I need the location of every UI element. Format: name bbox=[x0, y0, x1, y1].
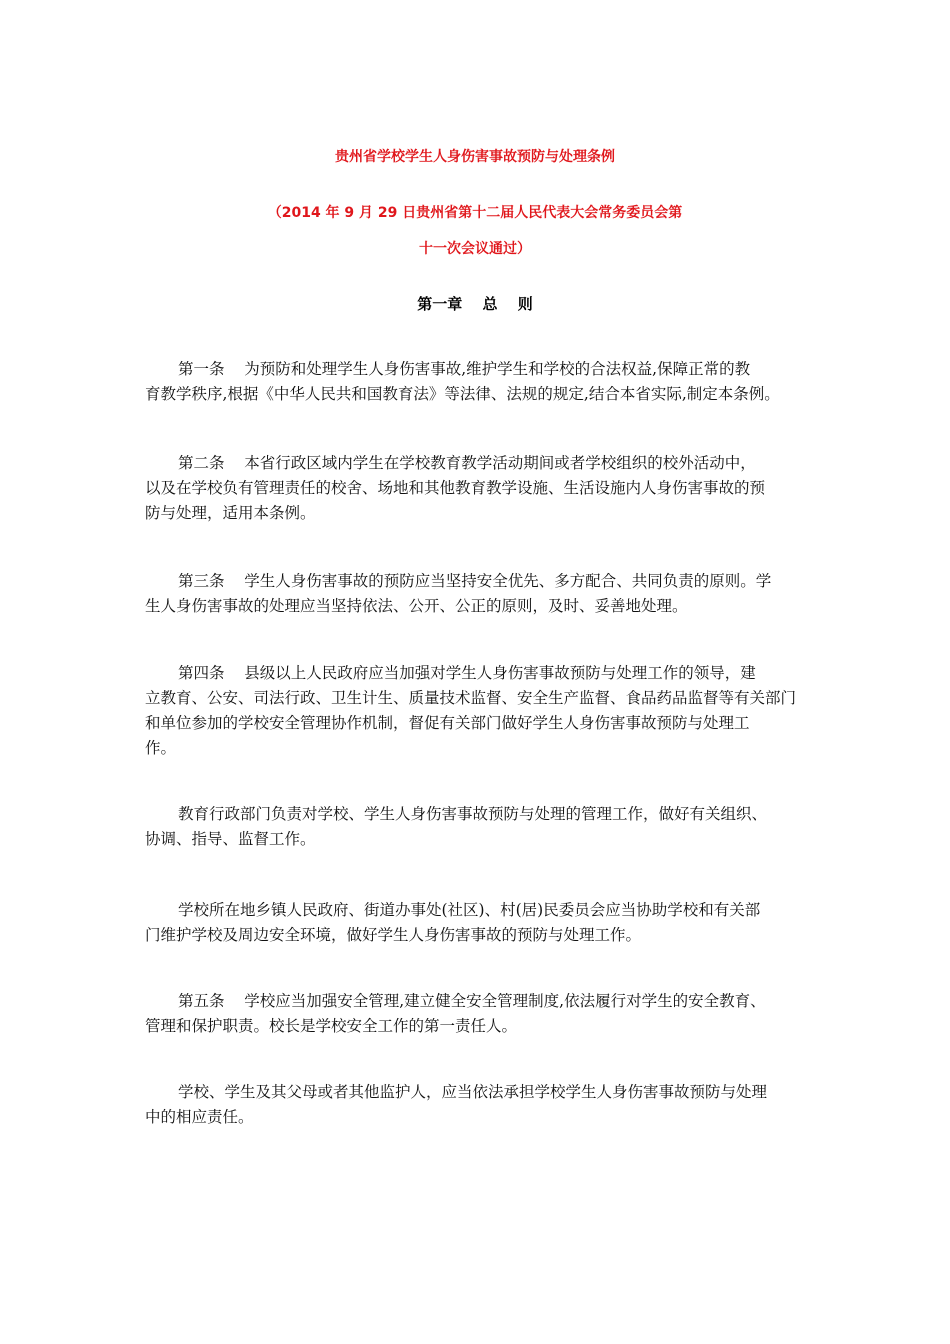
article-2-line-1 bbox=[145, 451, 815, 476]
article-4-line-1 bbox=[145, 661, 815, 686]
article-label: 第四条 bbox=[178, 664, 225, 682]
paragraph-line-1: 学校、学生及其父母或者其他监护人，应当依法承担学校学生人身伤害事故预防与处理 bbox=[178, 1083, 768, 1101]
article-5-line-2: 管理和保护职责。校长是学校安全工作的第一责任人。 bbox=[145, 1017, 518, 1035]
paragraph-text: 县级以上人民政府应当加强对学生人身伤害事故预防与处理工作的领导，建 bbox=[244, 664, 756, 682]
paragraph-line-1: 学校所在地乡镇人民政府、街道办事处(社区)、村(居)民委员会应当协助学校和有关部 bbox=[178, 901, 761, 919]
article-label: 第二条 bbox=[178, 454, 225, 472]
paragraph-shared-responsibility bbox=[145, 1080, 815, 1130]
article-4-line-4: 作。 bbox=[145, 739, 177, 757]
article-1-line-2: 育教学秩序,根据《中华人民共和国教育法》等法律、法规的规定,结合本省实际,制定本条例。 bbox=[145, 385, 780, 403]
article-5 bbox=[145, 989, 815, 1039]
document-subtitle-line-1: （2014 年 9 月 29 日贵州省第十二届人民代表大会常务委员会第 bbox=[267, 205, 683, 221]
article-4-line-3: 和单位参加的学校安全管理协作机制，督促有关部门做好学生人身伤害事故预防与处理工 bbox=[145, 714, 750, 732]
paragraph-line-2: 门维护学校及周边安全环境，做好学生人身伤害事故的预防与处理工作。 bbox=[145, 926, 642, 944]
article-3-line-1 bbox=[145, 569, 815, 594]
article-4 bbox=[145, 661, 815, 761]
paragraph-text: 本省行政区域内学生在学校教育教学活动期间或者学校组织的校外活动中， bbox=[244, 454, 756, 472]
paragraph-line-1: 教育行政部门负责对学校、学生人身伤害事故预防与处理的管理工作，做好有关组织、 bbox=[178, 805, 768, 823]
article-5-line-1 bbox=[145, 989, 815, 1014]
paragraph-line-2: 协调、指导、监督工作。 bbox=[145, 830, 316, 848]
paragraph-local-government bbox=[145, 898, 815, 948]
article-label: 第一条 bbox=[178, 360, 225, 378]
paragraph-text: 学校应当加强安全管理,建立健全安全管理制度,依法履行对学生的安全教育、 bbox=[244, 992, 766, 1010]
article-2-line-2: 以及在学校负有管理责任的校舍、场地和其他教育教学设施、生活设施内人身伤害事故的预 bbox=[145, 479, 766, 497]
article-3-line-2: 生人身伤害事故的处理应当坚持依法、公开、公正的原则，及时、妥善地处理。 bbox=[145, 597, 688, 615]
article-4-line-2: 立教育、公安、司法行政、卫生计生、质量技术监督、安全生产监督、食品药品监督等有关部门 bbox=[145, 689, 797, 707]
document-title: 贵州省学校学生人身伤害事故预防与处理条例 bbox=[335, 149, 615, 165]
article-label: 第三条 bbox=[178, 572, 225, 590]
article-1-line-1 bbox=[145, 357, 815, 382]
paragraph-text: 学生人身伤害事故的预防应当坚持安全优先、多方配合、共同负责的原则。学 bbox=[244, 572, 772, 590]
article-2 bbox=[145, 451, 815, 526]
paragraph-line-2: 中的相应责任。 bbox=[145, 1108, 254, 1126]
chapter-heading: 第一章 总 则 bbox=[417, 295, 533, 313]
article-1 bbox=[145, 357, 815, 407]
article-label: 第五条 bbox=[178, 992, 225, 1010]
document-subtitle-line-2: 十一次会议通过） bbox=[419, 241, 531, 257]
article-3 bbox=[145, 569, 815, 619]
paragraph-text: 为预防和处理学生人身伤害事故,维护学生和学校的合法权益,保障正常的教 bbox=[244, 360, 751, 378]
paragraph-education-dept bbox=[145, 802, 815, 852]
article-2-line-3: 防与处理，适用本条例。 bbox=[145, 504, 316, 522]
